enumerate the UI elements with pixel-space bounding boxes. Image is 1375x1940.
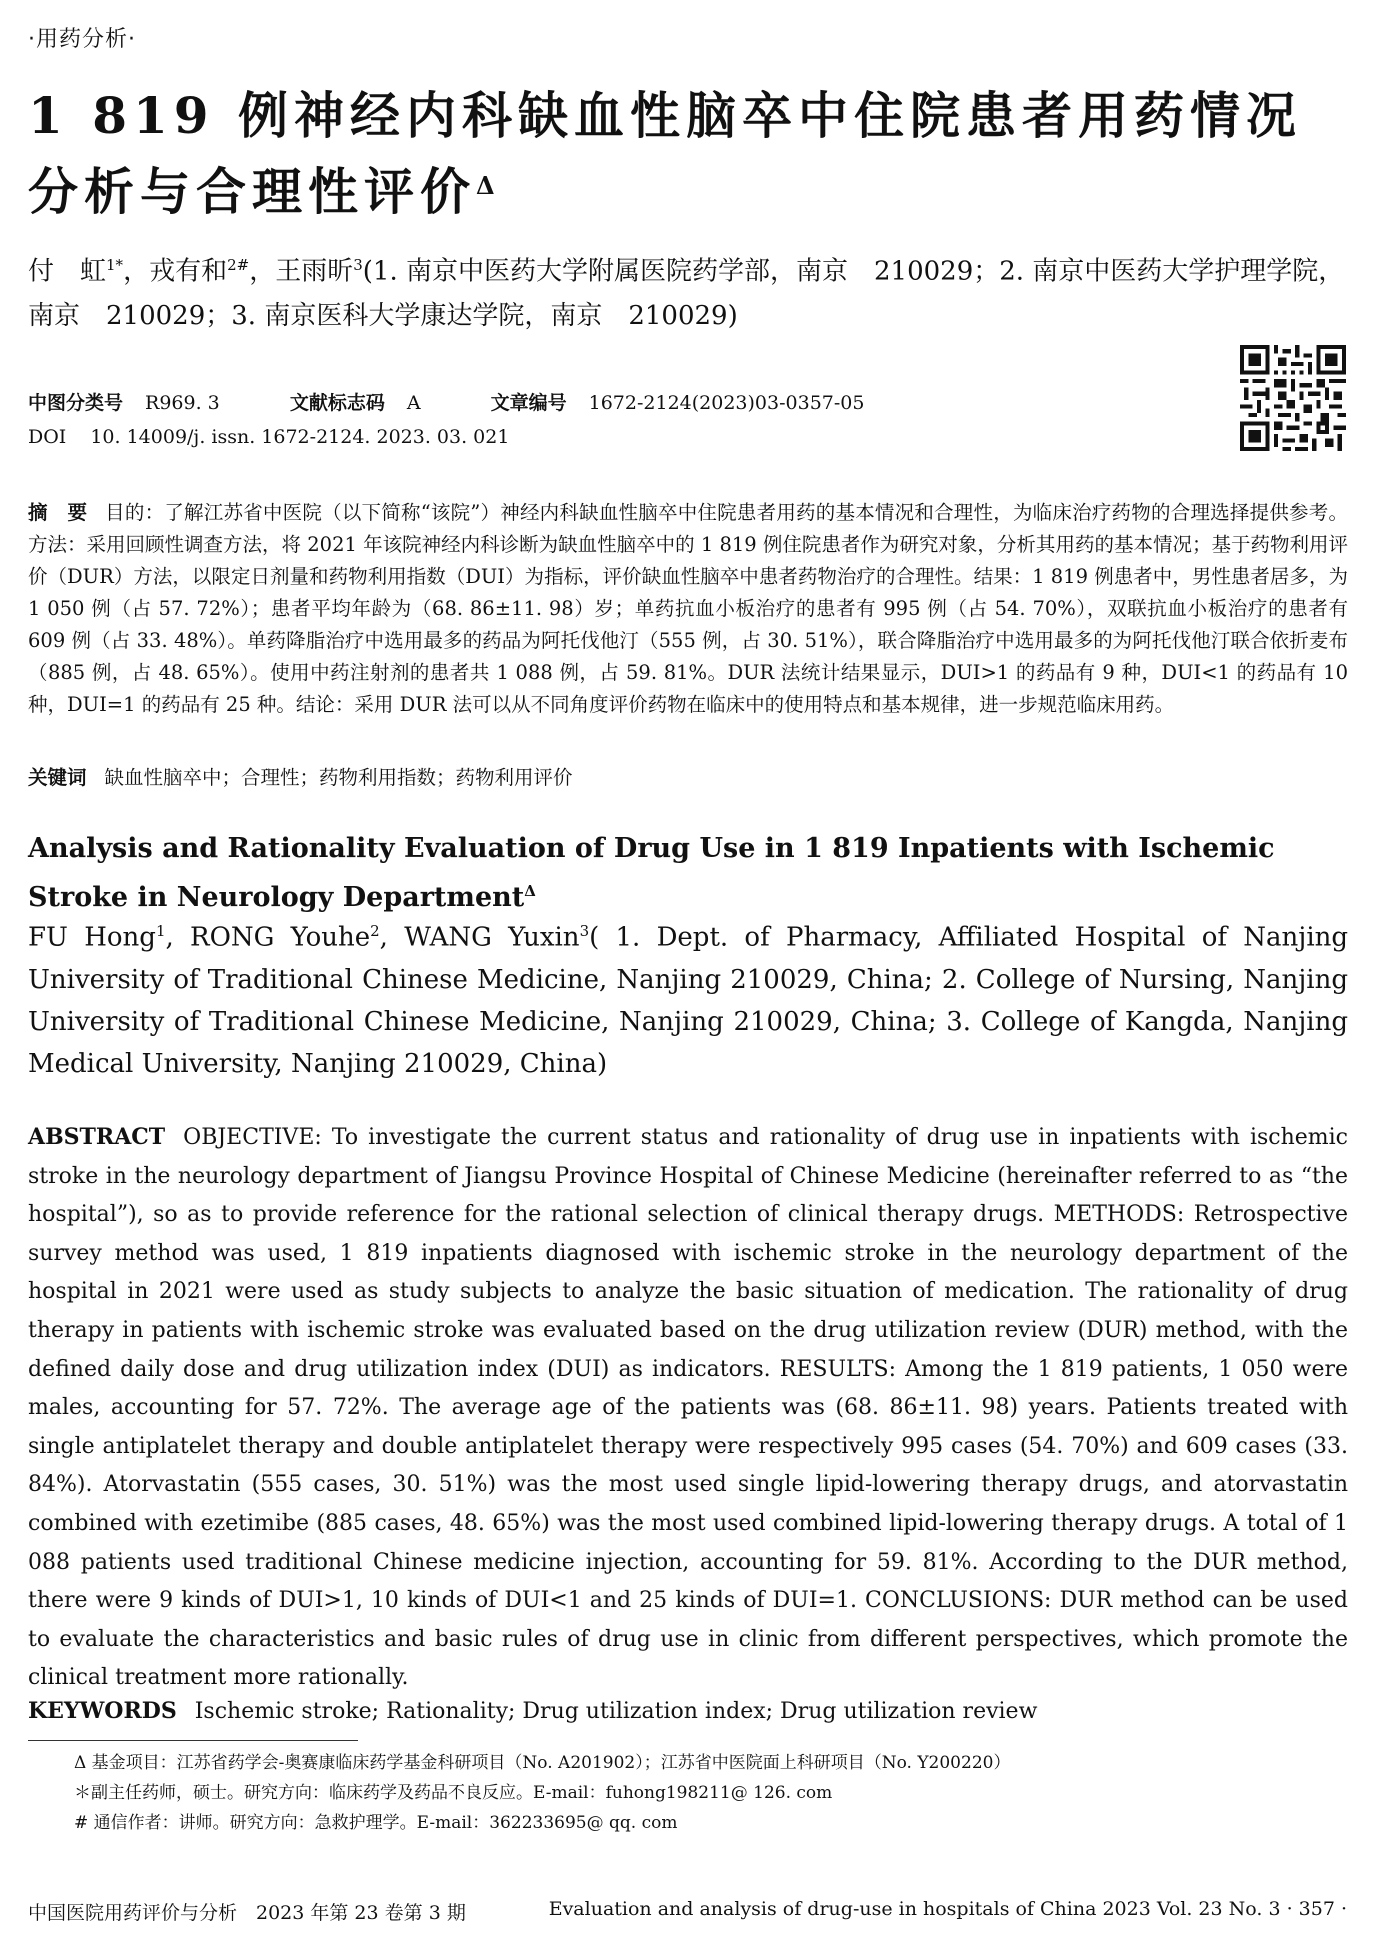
clc-value: R969. 3 bbox=[145, 392, 220, 414]
english-title-fund-mark: Δ bbox=[524, 882, 536, 900]
author-line-en bbox=[28, 910, 1348, 1085]
author-en-2-sup: 2 bbox=[370, 922, 380, 940]
keywords-en-text: Ischemic stroke; Rationality; Drug utilization index; Drug utilization review bbox=[194, 1699, 1038, 1724]
doi-value: 10. 14009/j. issn. 1672-2124. 2023. 03. 021 bbox=[90, 426, 510, 448]
keywords-cn bbox=[28, 762, 1348, 794]
footnotes bbox=[74, 1748, 1344, 1838]
section-tag: ·用药分析· bbox=[28, 27, 136, 52]
doi-line bbox=[28, 426, 509, 448]
article-number-value: 1672-2124(2023)03-0357-05 bbox=[588, 392, 865, 414]
author-en-2: , RONG Youhe bbox=[165, 922, 371, 953]
footnote-first-author: ＊副主任药师，硕士。研究方向：临床药学及药品不良反应。E-mail：fuhong198211@ 126. com bbox=[74, 1783, 833, 1803]
footnote-divider bbox=[28, 1740, 358, 1741]
classification-line bbox=[28, 388, 928, 415]
footnote-fund: Δ 基金项目：江苏省药学会-奥赛康临床药学基金科研项目（No. A201902）；江苏省中医院面上科研项目（No. Y200220） bbox=[74, 1753, 1011, 1773]
author-en-3: , WANG Yuxin bbox=[379, 922, 580, 953]
english-title bbox=[28, 828, 1348, 919]
doc-code-label: 文献标志码 bbox=[289, 392, 385, 414]
article-number-label: 文章编号 bbox=[490, 392, 567, 414]
abstract-cn bbox=[28, 497, 1348, 721]
english-title-text: Analysis and Rationality Evaluation of Drug Use in 1 819 Inpatients with Ischemic Stroke in Neurology Department bbox=[28, 833, 1275, 913]
article-title bbox=[28, 78, 1348, 230]
author-en-1: FU Hong bbox=[28, 922, 156, 953]
author-en-3-sup: 3 bbox=[579, 922, 590, 940]
author-1-sup: 1* bbox=[106, 256, 124, 274]
journal-footer-en: Evaluation and analysis of drug-use in hospitals of China 2023 Vol. 23 No. 3 · 357 · bbox=[548, 1898, 1347, 1920]
author-3: ，王雨昕 bbox=[249, 256, 354, 287]
title-fund-mark: Δ bbox=[476, 171, 501, 200]
abstract-cn-text: 目的：了解江苏省中医院（以下简称“该院”）神经内科缺血性脑卒中住院患者用药的基本情况和合理性，为临床治疗药物的合理选择提供参考。方法：采用回顾性调查方法，将 2021 年该院神经内科诊断为缺血性脑卒中的 1 819 例住院患者作为研究对象，分析其用药的基本情况；基于药物利用评价（DUR）方法，以限定日剂量和药物利用指数（DUI）为指标，评价缺血性脑卒中患者药物治疗的合理性。结果：1 819 例患者中，男性患者居多，为 1 050 例（占 57. 72%）；患者平均年龄为（68. 86±11. 98）岁；单药抗血小板治疗的患者有 995 例（占 54. 70%），双联抗血小板治疗的患者有 609 例（占 33. 48%）。单药降脂治疗中选用最多的药品为阿托伐他汀（555 例，占 30. 51%），联合降脂治疗中选用最多的为阿托伐他汀联合依折麦布（885 例，占 48. 65%）。使用中药注射剂的患者共 1 088 例，占 59. 81%。DUR 法统计结果显示，DUI>1 的药品有 9 种，DUI<1 的药品有 10 种，DUI=1 的药品有 25 种。结论：采用 DUR 法可以从不同角度评价药物在临床中的使用特点和基本规律，进一步规范临床用药。 bbox=[28, 501, 1348, 716]
abstract-cn-label: 摘 要 bbox=[28, 501, 88, 524]
clc-label: 中图分类号 bbox=[28, 392, 124, 414]
doi-label: DOI bbox=[28, 426, 67, 448]
article-title-text: 1 819 例神经内科缺血性脑卒中住院患者用药情况分析与合理性评价 bbox=[28, 86, 1302, 221]
author-1: 付 虹 bbox=[28, 256, 107, 287]
author-3-sup: 3 bbox=[353, 256, 363, 274]
affiliations-cn: (1. 南京中医药大学附属医院药学部，南京 210029；2. 南京中医药大学护理学院，南京 210029；3. 南京医科大学康达学院，南京 210029) bbox=[28, 256, 1345, 331]
author-2: ，戎有和 bbox=[123, 256, 228, 287]
keywords-cn-label: 关键词 bbox=[28, 766, 87, 789]
footnote-corresponding-author: # 通信作者：讲师。研究方向：急救护理学。E-mail：362233695@ qq. com bbox=[74, 1813, 678, 1833]
abstract-en bbox=[28, 1118, 1348, 1698]
doc-code-value: A bbox=[406, 392, 421, 414]
keywords-cn-text: 缺血性脑卒中；合理性；药物利用指数；药物利用评价 bbox=[104, 766, 573, 789]
author-line-cn bbox=[28, 243, 1348, 338]
journal-footer-cn: 中国医院用药评价与分析 2023 年第 23 卷第 3 期 bbox=[28, 1902, 466, 1924]
keywords-en bbox=[28, 1694, 1348, 1729]
author-en-1-sup: 1 bbox=[155, 922, 166, 940]
abstract-en-label: ABSTRACT bbox=[28, 1124, 166, 1150]
keywords-en-label: KEYWORDS bbox=[28, 1698, 177, 1724]
abstract-en-text: OBJECTIVE: To investigate the current status and rationality of drug use in inpatients with ischemic stroke in the neurology department of Jiangsu Province Hospital of Chinese Medicine (hereinafter referred to as “the hospital”), so as to provide reference for the rational selection of clinical therapy drugs. METHODS: Retrospective survey method was used, 1 819 inpatients diagnosed with ischemic stroke in the neurology department of the hospital in 2021 were used as study subjects to analyze the basic situation of medication. The rationality of drug therapy in patients with ischemic stroke was evaluated based on the drug utilization review (DUR) method, with the defined daily dose and drug utilization index (DUI) as indicators. RESULTS: Among the 1 819 patients, 1 050 were males, accounting for 57. 72%. The average age of the patients was (68. 86±11. 98) years. Patients treated with single antiplatelet therapy and double antiplatelet therapy were respectively 995 cases (54. 70%) and 609 cases (33. 84%). Atorvastatin (555 cases, 30. 51%) was the most used single lipid-lowering therapy drugs, and atorvastatin combined with ezetimibe (885 cases, 48. 65%) was the most used combined lipid-lowering therapy drugs. A total of 1 088 patients used traditional Chinese medicine injection, accounting for 59. 81%. According to the DUR method, there were 9 kinds of DUI>1, 10 kinds of DUI<1 and 25 kinds of DUI=1. CONCLUSIONS: DUR method can be used to evaluate the characteristics and basic rules of drug use in clinic from different perspectives, which promote the clinical treatment more rationally. bbox=[28, 1125, 1348, 1691]
affiliations-en: ( 1. Dept. of Pharmacy, Affiliated Hospital of Nanjing University of Traditional Chinese Medicine, Nanjing 210029, China; 2. College of Nursing, Nanjing University of Traditional Chinese Medicine, Nanjing 210029, China; 3. College of Kangda, Nanjing Medical University, Nanjing 210029, China) bbox=[28, 922, 1349, 1079]
author-2-sup: 2# bbox=[227, 256, 250, 274]
qr-code-icon bbox=[1240, 345, 1346, 451]
